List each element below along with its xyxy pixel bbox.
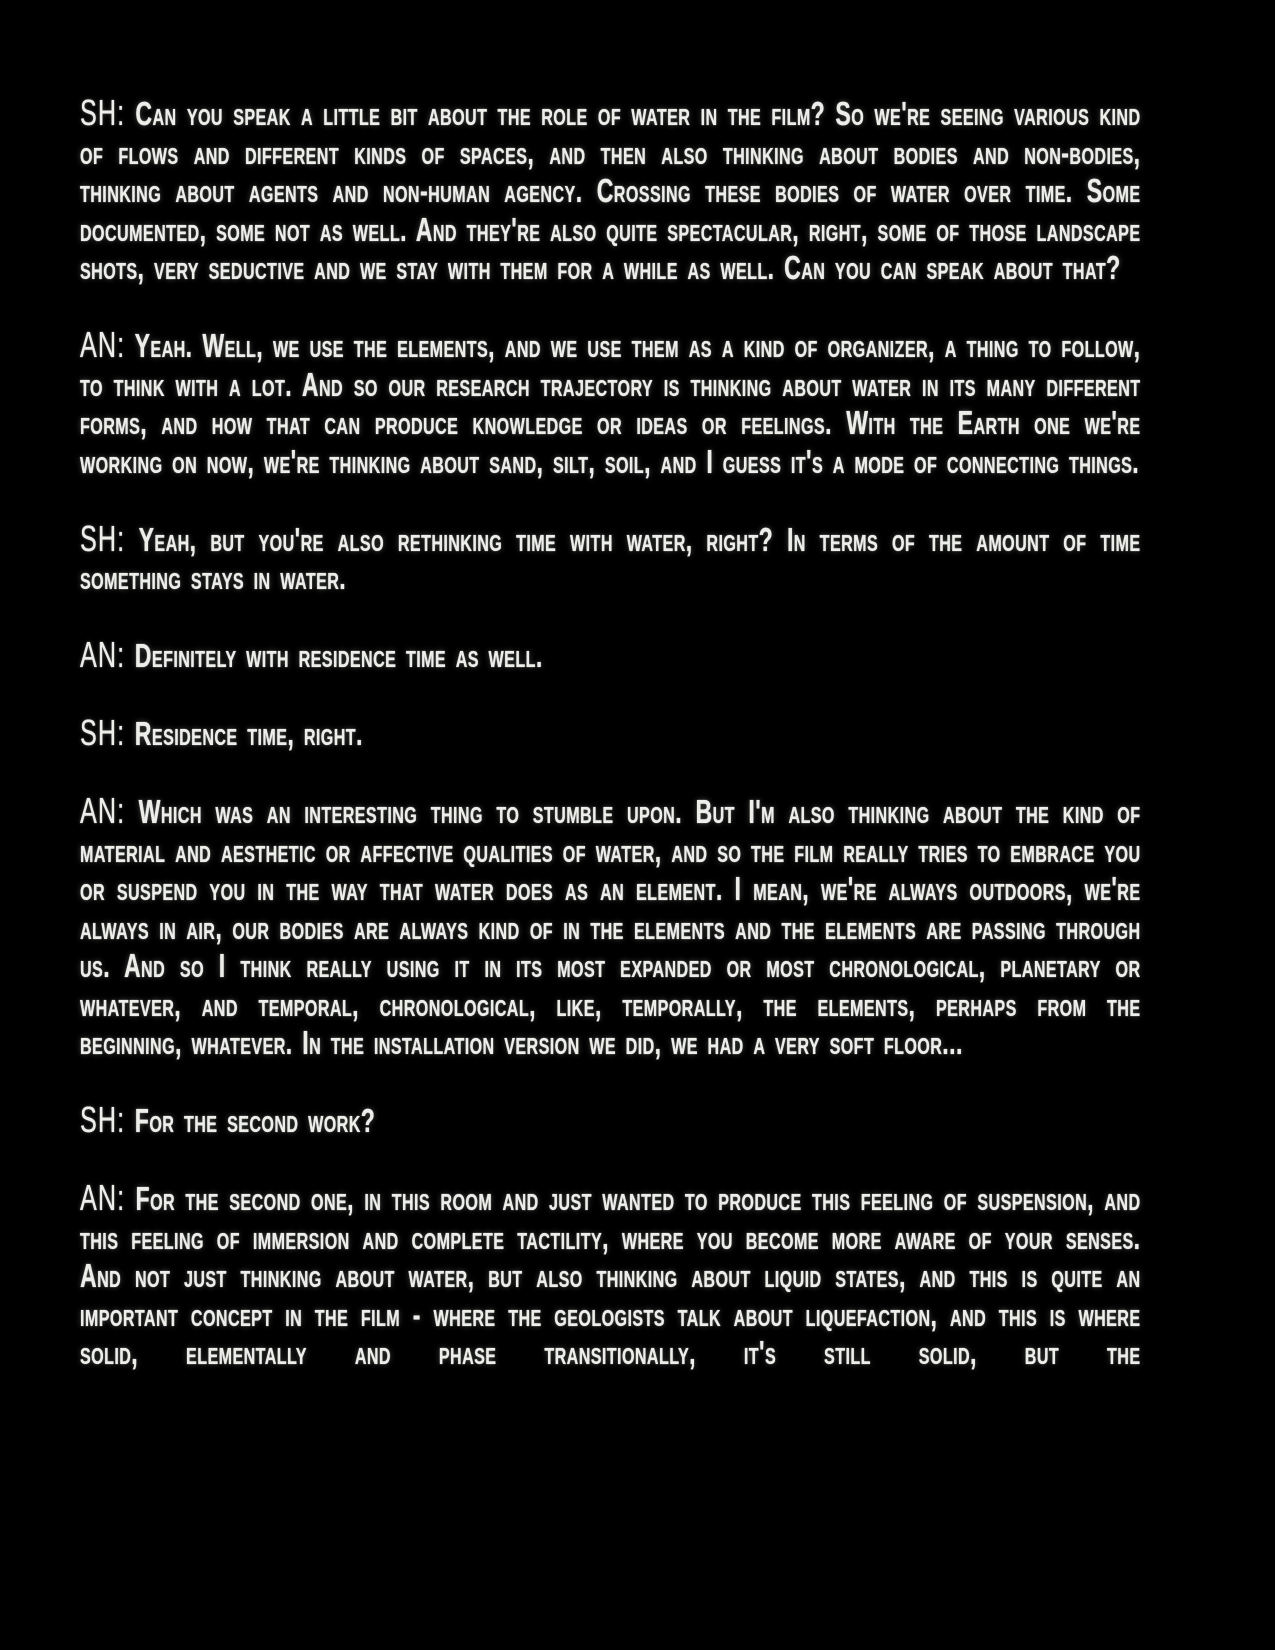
paragraph-text: Yeah. Well, we use the elements, and we use them as a kind of organizer, a thing to follow, to think with a lot. And so our research trajectory is thinking about water in its many different forms, and how that can produce knowledge or ideas or feelings. With the Earth one we're working on now, we're thinking about sand, silt, soil, and I guess it's a mode of connecting things.	[80, 327, 1141, 480]
transcript-paragraph	[80, 1101, 1141, 1141]
paragraph-text: Can you speak a little bit about the role of water in the film? So we're seeing various kind of flows and different kinds of spaces, and then also thinking about bodies and non-bodies, thinking about agents and non-human agency. Crossing these bodies of water over time. Some documented, some not as well. And they're also quite spectacular, right, some of those landscape shots, very seductive and we stay with them for a while as well. Can you can speak about that?	[80, 95, 1141, 286]
transcript-paragraph	[80, 636, 1141, 676]
paragraph-text: Which was an interesting thing to stumble upon. But I'm also thinking about the kind of material and aesthetic or affective qualities of water, and so the film really tries to embrace you or suspend you in the way that water does as an element. I mean, we're always outdoors, we're always in air, our bodies are always kind of in the elements and the elements are passing through us. And so I think really using it in its most expanded or most chronological, planetary or whatever, and temporal, chronological, like, temporally, the elements, perhaps from the beginning, whatever. In the installation version we did, we had a very soft floor...	[80, 793, 1141, 1061]
transcript-paragraph	[80, 714, 1141, 754]
paragraph-text: For the second work?	[134, 1102, 376, 1139]
transcript	[80, 94, 1141, 1373]
speaker-label: SH:	[80, 1099, 126, 1140]
transcript-paragraph	[80, 1179, 1141, 1373]
speaker-label: SH:	[80, 712, 126, 753]
speaker-label: AN:	[80, 634, 126, 675]
paragraph-text: Residence time, right.	[134, 715, 363, 752]
transcript-paragraph	[80, 326, 1141, 481]
transcript-paragraph	[80, 517, 1141, 598]
speaker-label: SH:	[80, 92, 126, 133]
speaker-label: AN:	[80, 324, 126, 365]
speaker-label: SH:	[80, 517, 126, 559]
speaker-label: AN:	[80, 790, 126, 831]
paragraph-text: Yeah, but you're also rethinking time with water, right? In terms of the amount of time something stays in water.	[80, 520, 1141, 596]
paragraph-text: Definitely with residence time as well.	[134, 637, 543, 674]
paragraph-text: For the second one, in this room and just wanted to produce this feeling of suspension, and this feeling of immersion and complete tactility, where you become more aware of your senses. And not just thinking about water, but also thinking about liquid states, and this is quite an important concept in the film - where the geologists talk about liquefaction, and this is where solid, elementally and phase transitionally, it's still solid, but the	[80, 1180, 1141, 1371]
transcript-paragraph	[80, 792, 1141, 1063]
transcript-paragraph	[80, 94, 1141, 288]
speaker-label: AN:	[80, 1177, 126, 1218]
